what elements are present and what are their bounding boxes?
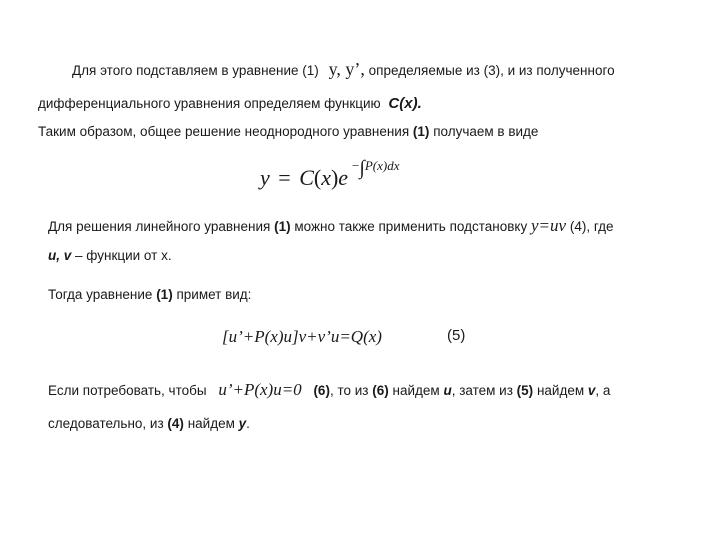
general-solution-formula: [260, 157, 400, 198]
condition-formula: u’+P(x)u=0: [218, 380, 302, 399]
text-period: .: [246, 416, 250, 431]
ref-eq-1b: (1): [274, 219, 291, 234]
text-obtain-form: получаем в виде: [433, 124, 539, 139]
text-takes-form: примет вид:: [176, 287, 252, 302]
text-if-require: Если потребовать, чтобы: [48, 383, 207, 398]
equation-5-number: (5): [447, 327, 466, 344]
formula-y: y: [260, 165, 270, 190]
ref-eq-6b: (6): [372, 383, 389, 398]
text-linear-solution: Для решения линейного уравнения: [48, 219, 271, 234]
formula-paren-close: ): [330, 165, 339, 190]
text-then-equation: Тогда уравнение: [48, 287, 153, 302]
text-and: , а: [595, 383, 611, 398]
formula-e: e: [338, 165, 349, 190]
substitution-y-uv: y=uv: [531, 216, 567, 235]
text-find-u: найдем: [392, 383, 440, 398]
formula-x: x: [321, 165, 331, 190]
text-determined-from: определяемые из (3), и из полученного: [368, 63, 615, 78]
paragraph-line-6: [48, 287, 251, 302]
ref-eq-6: (6): [313, 383, 330, 398]
ref-eq-4: (4): [569, 219, 587, 234]
formula-equals: =: [278, 165, 291, 190]
ref-eq-5: (5): [516, 383, 534, 398]
text-consequently: следовательно, из: [48, 416, 164, 431]
paragraph-line-4: [48, 216, 614, 236]
ref-eq-1c: (1): [156, 287, 173, 302]
ref-eq-1: (1): [412, 124, 430, 139]
function-cx: C(x).: [388, 95, 422, 112]
text-where: , где: [586, 219, 614, 234]
exponent-P: P: [364, 158, 373, 173]
exponent-Px: (x): [372, 158, 388, 173]
formula-paren-open: (: [313, 165, 322, 190]
text-then-from-5: , затем из: [451, 383, 513, 398]
text-then-from: , то из: [329, 383, 369, 398]
formula-exponent: [352, 146, 400, 188]
paragraph-line-8: [48, 416, 250, 431]
text-substitute-intro: Для этого подставляем в уравнение (1): [72, 63, 319, 78]
equation-5-formula: [u’+P(x)u]v+v’u=Q(x): [222, 327, 382, 346]
ref-eq-4b: (4): [167, 416, 184, 431]
paragraph-line-3: [38, 124, 538, 139]
paragraph-line-2: [38, 95, 422, 112]
text-differential-equation: дифференциального уравнения определяем функцию: [38, 96, 381, 111]
exponent-minus: −: [352, 158, 360, 173]
text-find-y: найдем: [187, 416, 235, 431]
vars-y-yprime: y, y’,: [328, 59, 365, 79]
exponent-dx: dx: [387, 158, 400, 173]
paragraph-line-1: [72, 59, 615, 80]
var-y: y: [238, 416, 247, 431]
paragraph-line-7: [48, 380, 610, 400]
paragraph-line-5: [48, 248, 172, 263]
text-general-solution: Таким образом, общее решение неоднородного уравнения: [38, 124, 410, 139]
equation-5: [222, 327, 382, 347]
integral-sign: ∫: [359, 157, 365, 179]
formula-C: C: [299, 165, 314, 190]
vars-u-v: u, v: [48, 248, 72, 263]
text-find-v: найдем: [536, 383, 585, 398]
text-functions-of-x: – функции от x.: [75, 248, 172, 263]
var-u: u: [443, 383, 452, 398]
text-substitution: можно также применить подстановку: [294, 219, 528, 234]
var-v: v: [587, 383, 596, 398]
